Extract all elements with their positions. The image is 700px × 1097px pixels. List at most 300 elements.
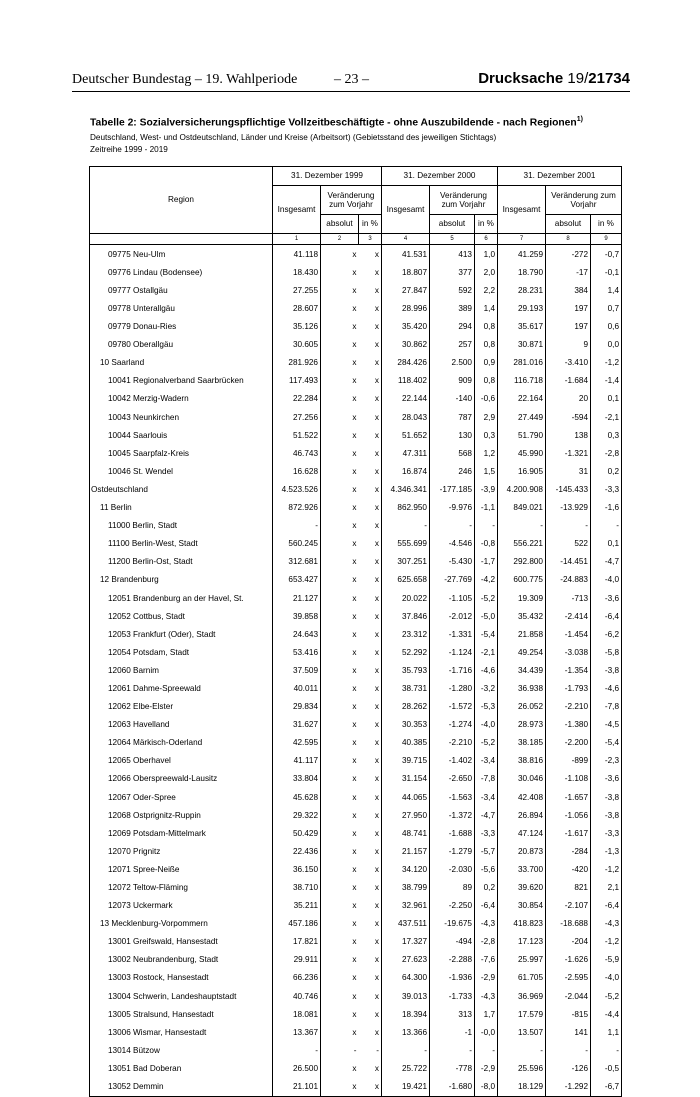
value-cell: x [359, 571, 382, 589]
value-cell: -4,3 [475, 987, 498, 1005]
value-cell: 35.617 [498, 318, 546, 336]
value-cell: -7,8 [475, 770, 498, 788]
value-cell: x [321, 390, 359, 408]
value-cell: 25.596 [498, 1059, 546, 1077]
region-cell: 10044 Saarlouis [90, 426, 273, 444]
value-cell: 27.449 [498, 408, 546, 426]
value-cell: -1.626 [546, 951, 591, 969]
value-cell: -3,4 [475, 788, 498, 806]
value-cell: -4,0 [591, 969, 622, 987]
region-cell: 12069 Potsdam-Mittelmark [90, 824, 273, 842]
value-cell: 13.367 [273, 1023, 321, 1041]
table-title [90, 116, 583, 128]
value-cell: x [321, 824, 359, 842]
value-cell: 25.997 [498, 951, 546, 969]
col-absolut: absolut [321, 215, 359, 234]
value-cell: -1.716 [430, 661, 475, 679]
value-cell: -1,2 [591, 860, 622, 878]
value-cell: x [321, 571, 359, 589]
value-cell: x [321, 462, 359, 480]
region-cell: 12 Brandenburg [90, 571, 273, 589]
value-cell: -594 [546, 408, 591, 426]
value-cell: - [382, 517, 430, 535]
value-cell: -2,8 [475, 933, 498, 951]
value-cell: -2.288 [430, 951, 475, 969]
value-cell: -4,2 [475, 571, 498, 589]
value-cell: - [498, 517, 546, 535]
value-cell: -1.680 [430, 1078, 475, 1097]
value-cell: x [321, 336, 359, 354]
value-cell: 17.327 [382, 933, 430, 951]
value-cell: -1.279 [430, 842, 475, 860]
value-cell: 457.186 [273, 915, 321, 933]
value-cell: 40.746 [273, 987, 321, 1005]
value-cell: x [321, 263, 359, 281]
value-cell: 26.052 [498, 698, 546, 716]
value-cell: 45.628 [273, 788, 321, 806]
region-cell: 09776 Lindau (Bodensee) [90, 263, 273, 281]
col-number: 6 [475, 234, 498, 245]
region-cell: 13003 Rostock, Hansestadt [90, 969, 273, 987]
col-number: 1 [273, 234, 321, 245]
value-cell: 16.905 [498, 462, 546, 480]
value-cell: -420 [546, 860, 591, 878]
value-cell: x [321, 535, 359, 553]
value-cell: -27.769 [430, 571, 475, 589]
value-cell: - [321, 1041, 359, 1059]
region-cell: 12051 Brandenburg an der Havel, St. [90, 589, 273, 607]
region-cell: 13005 Stralsund, Hansestadt [90, 1005, 273, 1023]
value-cell: x [359, 897, 382, 915]
value-cell: -0,1 [591, 263, 622, 281]
value-cell: 1,7 [475, 1005, 498, 1023]
value-cell: 22.284 [273, 390, 321, 408]
value-cell: -4,3 [591, 915, 622, 933]
value-cell: -18.688 [546, 915, 591, 933]
value-cell: -6,4 [475, 897, 498, 915]
value-cell: 39.013 [382, 987, 430, 1005]
year-2000: 31. Dezember 2000 [382, 167, 498, 186]
value-cell: 281.926 [273, 354, 321, 372]
table-row [90, 553, 622, 571]
table-row [90, 661, 622, 679]
value-cell: x [321, 299, 359, 317]
value-cell: -2.030 [430, 860, 475, 878]
table-row [90, 643, 622, 661]
value-cell: 312.681 [273, 553, 321, 571]
value-cell: -2,8 [591, 444, 622, 462]
value-cell: 625.658 [382, 571, 430, 589]
value-cell: 384 [546, 281, 591, 299]
value-cell: 38.710 [273, 878, 321, 896]
value-cell: -5,2 [475, 734, 498, 752]
value-cell: 29.193 [498, 299, 546, 317]
value-cell: -4,4 [591, 1005, 622, 1023]
table-row [90, 1078, 622, 1097]
col-veraenderung: Veränderung zum Vorjahr [546, 186, 622, 215]
value-cell: 0,3 [591, 426, 622, 444]
value-cell: -3,3 [591, 824, 622, 842]
value-cell: - [273, 1041, 321, 1059]
col-insgesamt: Insgesamt [498, 186, 546, 234]
value-cell: 0,8 [475, 372, 498, 390]
value-cell: 42.595 [273, 734, 321, 752]
value-cell: -1.572 [430, 698, 475, 716]
header-rule [72, 91, 630, 92]
value-cell: 28.607 [273, 299, 321, 317]
value-cell: x [321, 716, 359, 734]
value-cell: 555.699 [382, 535, 430, 553]
value-cell: x [321, 679, 359, 697]
value-cell: -3,8 [591, 788, 622, 806]
value-cell: 18.790 [498, 263, 546, 281]
value-cell: 51.652 [382, 426, 430, 444]
value-cell: 64.300 [382, 969, 430, 987]
table-row [90, 625, 622, 643]
value-cell: 39.620 [498, 878, 546, 896]
value-cell: 284.426 [382, 354, 430, 372]
table-row [90, 426, 622, 444]
value-cell: -3,4 [475, 752, 498, 770]
value-cell: 46.743 [273, 444, 321, 462]
value-cell: 17.579 [498, 1005, 546, 1023]
region-cell: Ostdeutschland [90, 480, 273, 498]
value-cell: -1.402 [430, 752, 475, 770]
value-cell: 40.011 [273, 679, 321, 697]
value-cell: 0,3 [475, 426, 498, 444]
value-cell: -2,1 [591, 408, 622, 426]
value-cell: x [359, 770, 382, 788]
value-cell: x [359, 915, 382, 933]
value-cell: 21.858 [498, 625, 546, 643]
value-cell: 38.185 [498, 734, 546, 752]
table-row [90, 679, 622, 697]
year-1999: 31. Dezember 1999 [273, 167, 382, 186]
value-cell: x [359, 354, 382, 372]
value-cell: 4.346.341 [382, 480, 430, 498]
value-cell: 28.043 [382, 408, 430, 426]
value-cell: x [359, 499, 382, 517]
value-cell: -1,3 [591, 842, 622, 860]
value-cell: 313 [430, 1005, 475, 1023]
value-cell: - [498, 1041, 546, 1059]
value-cell: -4,6 [475, 661, 498, 679]
table-row [90, 1059, 622, 1077]
value-cell: -1.380 [546, 716, 591, 734]
value-cell: x [321, 354, 359, 372]
value-cell: 18.430 [273, 263, 321, 281]
value-cell: x [321, 969, 359, 987]
value-cell: x [321, 1078, 359, 1097]
value-cell: x [359, 860, 382, 878]
value-cell: -4,0 [475, 716, 498, 734]
value-cell: 138 [546, 426, 591, 444]
table-row [90, 878, 622, 896]
value-cell: x [359, 1023, 382, 1041]
value-cell: -19.675 [430, 915, 475, 933]
value-cell: -3,8 [591, 806, 622, 824]
value-cell: x [321, 426, 359, 444]
region-cell: 10043 Neunkirchen [90, 408, 273, 426]
region-cell: 13014 Bützow [90, 1041, 273, 1059]
subtitle-timespan: Zeitreihe 1999 - 2019 [90, 145, 168, 154]
value-cell: 18.081 [273, 1005, 321, 1023]
col-pct: in % [591, 215, 622, 234]
col-number: 3 [359, 234, 382, 245]
value-cell: 17.821 [273, 933, 321, 951]
value-cell: 16.874 [382, 462, 430, 480]
value-cell: x [321, 842, 359, 860]
value-cell: 246 [430, 462, 475, 480]
value-cell: -0,8 [475, 535, 498, 553]
value-cell: 23.312 [382, 625, 430, 643]
value-cell: -2.044 [546, 987, 591, 1005]
region-cell: 13002 Neubrandenburg, Stadt [90, 951, 273, 969]
value-cell: -24.883 [546, 571, 591, 589]
column-numbers [90, 234, 622, 245]
value-cell: 49.254 [498, 643, 546, 661]
value-cell: 38.731 [382, 679, 430, 697]
value-cell: x [321, 480, 359, 498]
value-cell: -5.430 [430, 553, 475, 571]
table-body [90, 245, 622, 1096]
header-left: Deutscher Bundestag – 19. Wahlperiode [72, 72, 298, 87]
value-cell: x [359, 299, 382, 317]
value-cell: x [321, 860, 359, 878]
value-cell: x [321, 897, 359, 915]
value-cell: 35.793 [382, 661, 430, 679]
value-cell: 389 [430, 299, 475, 317]
table-row [90, 824, 622, 842]
value-cell: x [321, 987, 359, 1005]
value-cell: -5,4 [591, 734, 622, 752]
value-cell: 47.124 [498, 824, 546, 842]
value-cell: 568 [430, 444, 475, 462]
col-number-blank [90, 234, 273, 245]
value-cell: 50.429 [273, 824, 321, 842]
value-cell: -6,4 [591, 897, 622, 915]
value-cell: -177.185 [430, 480, 475, 498]
region-cell: 10042 Merzig-Wadern [90, 390, 273, 408]
value-cell: -4,0 [591, 571, 622, 589]
value-cell: -1,6 [591, 499, 622, 517]
region-cell: 13006 Wismar, Hansestadt [90, 1023, 273, 1041]
value-cell: 556.221 [498, 535, 546, 553]
value-cell: -7,8 [591, 698, 622, 716]
value-cell: x [321, 788, 359, 806]
table-row [90, 281, 622, 299]
value-cell: -2.250 [430, 897, 475, 915]
value-cell: -1 [430, 1023, 475, 1041]
value-cell: x [321, 643, 359, 661]
value-cell: -2.650 [430, 770, 475, 788]
value-cell: x [359, 734, 382, 752]
value-cell: - [382, 1041, 430, 1059]
table-row [90, 698, 622, 716]
table-row [90, 571, 622, 589]
col-veraenderung: Veränderung zum Vorjahr [430, 186, 498, 215]
value-cell: 27.847 [382, 281, 430, 299]
col-number: 8 [546, 234, 591, 245]
value-cell: -126 [546, 1059, 591, 1077]
value-cell: 30.862 [382, 336, 430, 354]
value-cell: - [430, 517, 475, 535]
value-cell: x [359, 589, 382, 607]
table-row [90, 951, 622, 969]
value-cell: 1,2 [475, 444, 498, 462]
value-cell: x [321, 281, 359, 299]
value-cell: 61.705 [498, 969, 546, 987]
value-cell: -1.124 [430, 643, 475, 661]
table-row [90, 589, 622, 607]
value-cell: -1.617 [546, 824, 591, 842]
value-cell: -1,4 [591, 372, 622, 390]
value-cell: 13.507 [498, 1023, 546, 1041]
value-cell: - [475, 517, 498, 535]
value-cell: 2,0 [475, 263, 498, 281]
value-cell: - [591, 1041, 622, 1059]
value-cell: 20.873 [498, 842, 546, 860]
value-cell: x [359, 462, 382, 480]
value-cell: 0,2 [591, 462, 622, 480]
value-cell: x [359, 661, 382, 679]
value-cell: -8,0 [475, 1078, 498, 1097]
region-cell: 12063 Havelland [90, 716, 273, 734]
value-cell: 28.231 [498, 281, 546, 299]
value-cell: 0,8 [475, 336, 498, 354]
value-cell: 1,4 [475, 299, 498, 317]
value-cell: 31.627 [273, 716, 321, 734]
value-cell: 592 [430, 281, 475, 299]
value-cell: x [359, 878, 382, 896]
value-cell: 29.911 [273, 951, 321, 969]
value-cell: 27.255 [273, 281, 321, 299]
value-cell: x [321, 1005, 359, 1023]
col-veraenderung: Veränderung zum Vorjahr [321, 186, 382, 215]
col-absolut: absolut [546, 215, 591, 234]
value-cell: -1.108 [546, 770, 591, 788]
region-cell: 12062 Elbe-Elster [90, 698, 273, 716]
value-cell: 13.366 [382, 1023, 430, 1041]
value-cell: -899 [546, 752, 591, 770]
col-absolut: absolut [430, 215, 475, 234]
region-cell: 11000 Berlin, Stadt [90, 517, 273, 535]
col-number: 5 [430, 234, 475, 245]
value-cell: 197 [546, 318, 591, 336]
value-cell: -3,2 [475, 679, 498, 697]
value-cell: -815 [546, 1005, 591, 1023]
value-cell: x [359, 951, 382, 969]
table-row [90, 318, 622, 336]
value-cell: x [359, 698, 382, 716]
value-cell: x [321, 517, 359, 535]
region-cell: 09779 Donau-Ries [90, 318, 273, 336]
value-cell: -0,7 [591, 245, 622, 264]
value-cell: x [359, 1059, 382, 1077]
value-cell: 39.715 [382, 752, 430, 770]
value-cell: x [359, 1005, 382, 1023]
value-cell: -1.354 [546, 661, 591, 679]
region-cell: 13 Mecklenburg-Vorpommern [90, 915, 273, 933]
value-cell: -6,4 [591, 607, 622, 625]
value-cell: - [273, 517, 321, 535]
value-cell: 0,8 [475, 318, 498, 336]
value-cell: -2.414 [546, 607, 591, 625]
value-cell: 41.531 [382, 245, 430, 264]
value-cell: 130 [430, 426, 475, 444]
region-cell: 12052 Cottbus, Stadt [90, 607, 273, 625]
value-cell: 42.408 [498, 788, 546, 806]
value-cell: 29.834 [273, 698, 321, 716]
value-cell: -4,7 [475, 806, 498, 824]
value-cell: 35.432 [498, 607, 546, 625]
value-cell: x [321, 698, 359, 716]
value-cell: -1.331 [430, 625, 475, 643]
value-cell: x [359, 788, 382, 806]
region-cell: 12072 Teltow-Fläming [90, 878, 273, 896]
value-cell: x [321, 444, 359, 462]
region-cell: 10045 Saarpfalz-Kreis [90, 444, 273, 462]
value-cell: 413 [430, 245, 475, 264]
region-cell: 12067 Oder-Spree [90, 788, 273, 806]
value-cell: -2,3 [591, 752, 622, 770]
value-cell: -1.105 [430, 589, 475, 607]
table-row [90, 788, 622, 806]
value-cell: 24.643 [273, 625, 321, 643]
value-cell: 35.211 [273, 897, 321, 915]
value-cell: x [321, 589, 359, 607]
value-cell: -5,4 [475, 625, 498, 643]
value-cell: 20 [546, 390, 591, 408]
table-row [90, 806, 622, 824]
value-cell: x [359, 752, 382, 770]
value-cell: -7,6 [475, 951, 498, 969]
value-cell: x [321, 770, 359, 788]
value-cell: - [546, 517, 591, 535]
value-cell: 52.292 [382, 643, 430, 661]
value-cell: 281.016 [498, 354, 546, 372]
value-cell: -3.410 [546, 354, 591, 372]
value-cell: x [359, 426, 382, 444]
value-cell: 18.394 [382, 1005, 430, 1023]
value-cell: 437.511 [382, 915, 430, 933]
table-row [90, 462, 622, 480]
value-cell: 0,2 [475, 878, 498, 896]
value-cell: - [546, 1041, 591, 1059]
value-cell: 560.245 [273, 535, 321, 553]
value-cell: 294 [430, 318, 475, 336]
value-cell: x [359, 480, 382, 498]
value-cell: x [359, 842, 382, 860]
value-cell: 22.436 [273, 842, 321, 860]
value-cell: -1.793 [546, 679, 591, 697]
value-cell: -2,9 [475, 969, 498, 987]
value-cell: 41.118 [273, 245, 321, 264]
value-cell: -0,5 [591, 1059, 622, 1077]
value-cell: x [359, 281, 382, 299]
title-footnote: 1) [576, 116, 583, 123]
table-row [90, 1005, 622, 1023]
value-cell: x [359, 553, 382, 571]
value-cell: x [359, 806, 382, 824]
value-cell: 118.402 [382, 372, 430, 390]
value-cell: -6,7 [591, 1078, 622, 1097]
value-cell: 37.509 [273, 661, 321, 679]
table-row [90, 915, 622, 933]
value-cell: - [591, 517, 622, 535]
value-cell: 40.385 [382, 734, 430, 752]
value-cell: 1,0 [475, 245, 498, 264]
